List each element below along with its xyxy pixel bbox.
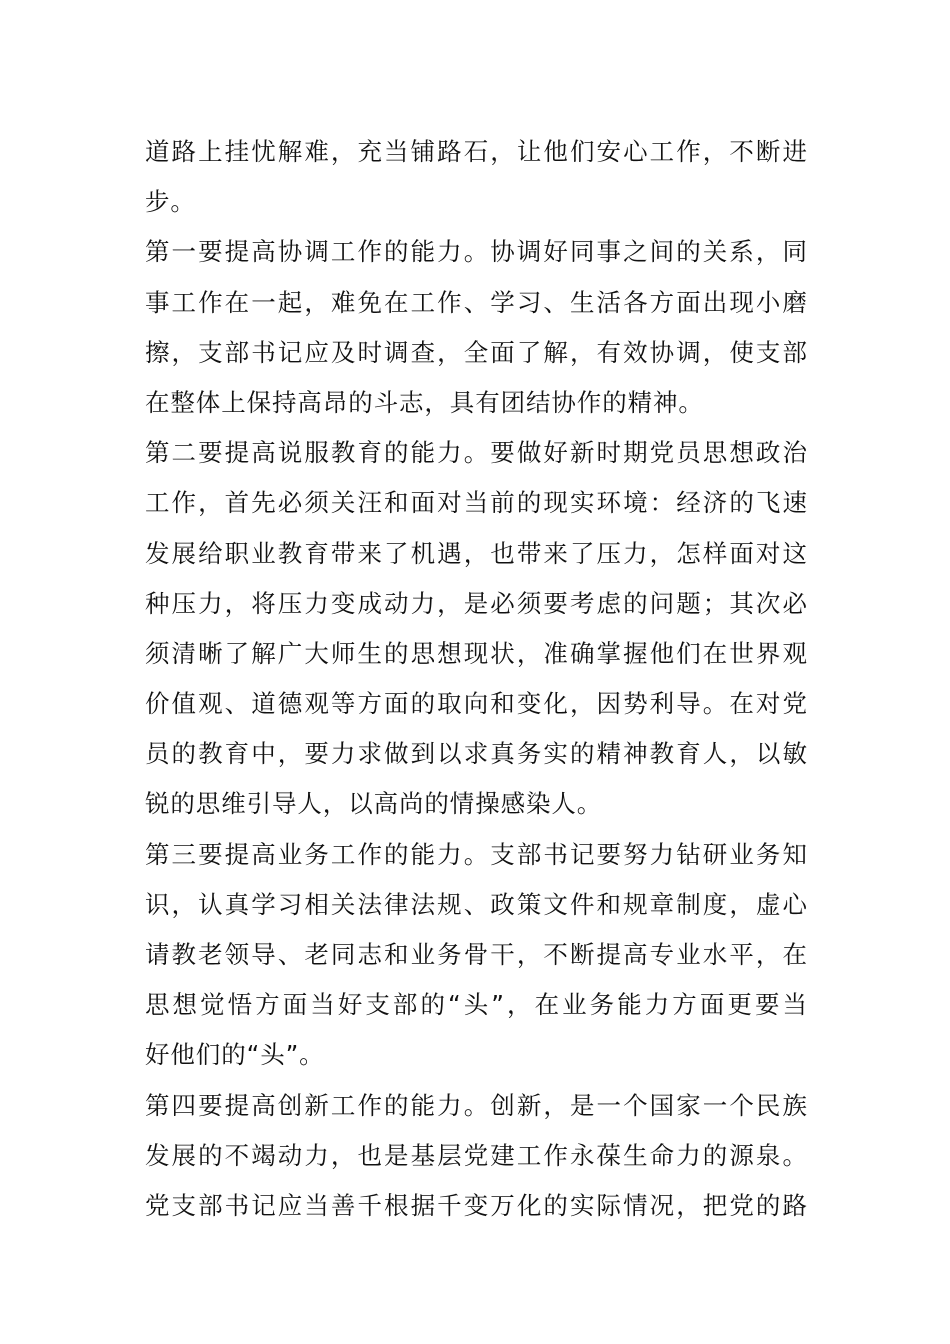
paragraph-persuasion xyxy=(145,428,807,830)
text-line: 思想觉悟方面当好支部的“头”，在业务能力方面更要当 xyxy=(145,990,807,1020)
text-line: 第二要提高说服教育的能力。要做好新时期党员思想政治 xyxy=(145,438,807,468)
document-page xyxy=(145,127,807,1231)
text-line: 请教老领导、老同志和业务骨干，不断提高专业水平，在 xyxy=(145,940,807,969)
text-line: 须清晰了解广大师生的思想现状，准确掌握他们在世界观 xyxy=(145,638,807,668)
paragraph-business xyxy=(145,830,807,1081)
text-line: 道路上挂忧解难，充当铺路石，让他们安心工作，不断进 xyxy=(145,137,807,166)
paragraph-innovation xyxy=(145,1081,807,1232)
text-line: 工作，首先必须关汪和面对当前的现实环境：经济的飞速 xyxy=(145,488,807,518)
text-line: 识，认真学习相关法律法规、政策文件和规章制度，虚心 xyxy=(145,889,807,919)
text-line: 员的教育中，要力求做到以求真务实的精神教育人，以敏 xyxy=(145,739,807,769)
text-line: 发展的不竭动力，也是基层党建工作永葆生命力的源泉。 xyxy=(145,1140,807,1170)
text-line: 在整体上保持高昂的斗志，具有团结协作的精神。 xyxy=(145,387,704,417)
text-line: 发展给职业教育带来了机遇，也带来了压力，怎样面对这 xyxy=(145,538,807,568)
paragraph-continuation xyxy=(145,127,807,227)
text-line: 擦，支部书记应及时调查，全面了解，有效协调，使支部 xyxy=(145,337,807,367)
text-line: 步。 xyxy=(145,187,196,217)
text-line: 种压力，将压力变成动力，是必须要考虑的问题；其次必 xyxy=(145,588,807,618)
text-line: 第三要提高业务工作的能力。支部书记要努力钻研业务知 xyxy=(145,839,807,869)
text-line: 事工作在一起，难免在工作、学习、生活各方面出现小磨 xyxy=(145,287,807,317)
text-line: 价值观、道德观等方面的取向和变化，因势利导。在对党 xyxy=(145,689,807,719)
text-line: 党支部书记应当善千根据千变万化的实际情况，把党的路 xyxy=(145,1190,807,1220)
paragraph-coordination xyxy=(145,227,807,428)
text-line: 第一要提高协调工作的能力。协调好同事之间的关系，同 xyxy=(145,237,807,267)
text-line: 第四要提高创新工作的能力。创新，是一个国家一个民族 xyxy=(145,1090,807,1120)
text-line: 锐的思维引导人，以高尚的情操感染人。 xyxy=(145,789,603,819)
text-line: 好他们的“头”。 xyxy=(145,1040,325,1070)
